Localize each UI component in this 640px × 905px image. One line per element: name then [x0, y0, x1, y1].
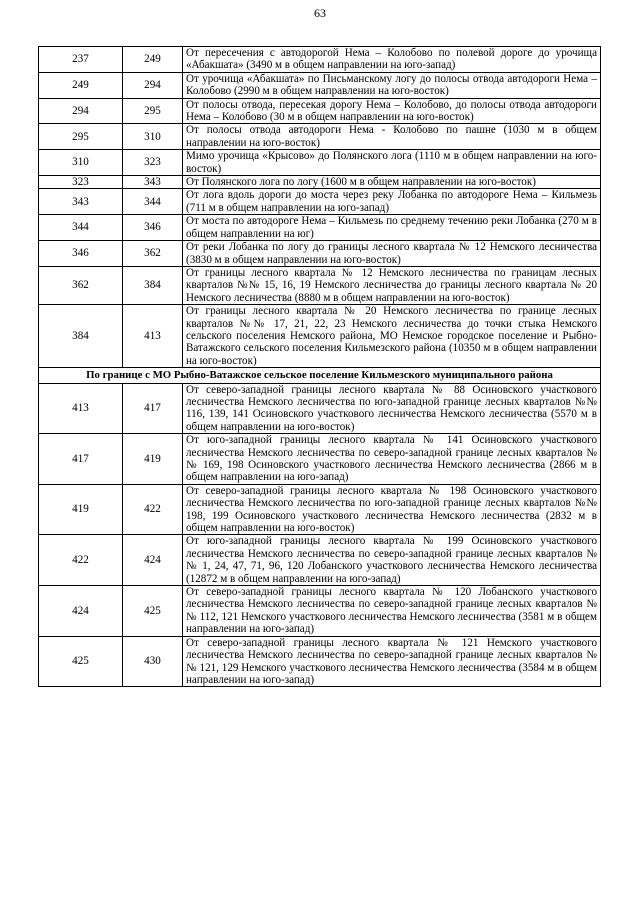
description-cell: От урочища «Абакшата» по Письманскому логу до полосы отвода автодороги Нема – Колобово (2990 м в общем направлении на юго-восток) [183, 72, 601, 98]
point-from-cell: 362 [39, 266, 123, 304]
point-to-cell: 346 [123, 215, 183, 241]
point-to-cell: 294 [123, 72, 183, 98]
table-row [39, 176, 601, 189]
description-cell: От моста по автодороге Нема – Кильмезь по среднему течению реки Лобанка (270 м в общем направлении на юг) [183, 215, 601, 241]
description-cell: От юго-западной границы лесного квартала № 199 Осиновского участкового лесничества Немского лесничества по северо-западной границе лесных кварталов №№ 1, 24, 47, 71, 96, 120 Лобанского участкового лесничества Немского лесничества (12872 м в общем направлении на юго-запад) [183, 535, 601, 586]
point-to-cell: 422 [123, 484, 183, 535]
point-from-cell: 425 [39, 636, 123, 687]
point-from-cell: 346 [39, 241, 123, 267]
point-from-cell: 417 [39, 434, 123, 485]
table-row [39, 586, 601, 637]
description-cell: От полосы отвода автодороги Нема - Колобово по пашне (1030 м в общем направлении на юго-восток) [183, 124, 601, 150]
point-from-cell: 344 [39, 215, 123, 241]
table-row [39, 266, 601, 304]
description-cell: От границы лесного квартала № 12 Немского лесничества по границам лесных кварталов №№ 15, 16, 19 Немского лесничества до границы лесного квартала № 20 Немского лесничества (8880 м в общем направлении на юго-восток) [183, 266, 601, 304]
description-cell: От полосы отвода, пересекая дорогу Нема – Колобово, до полосы отвода автодороги Нема – Колобово (30 м в общем направлении на юго-восток) [183, 98, 601, 124]
table-row [39, 636, 601, 687]
point-to-cell: 249 [123, 47, 183, 73]
boundary-rows-after [39, 383, 601, 687]
table-row [39, 124, 601, 150]
point-from-cell: 249 [39, 72, 123, 98]
description-cell: От северо-западной границы лесного квартала № 120 Лобанского участкового лесничества Немского лесничества по северо-западной границе лесных кварталов №№ 112, 121 Немского участкового лесничества Немского лесничества (3581 м в общем направлении на юго-запад) [183, 586, 601, 637]
point-from-cell: 419 [39, 484, 123, 535]
description-cell: От северо-западной границы лесного квартала № 198 Осиновского участкового лесничества Немского лесничества по юго-западной границе лесных кварталов №№ 198, 199 Осиновского участкового лесничества Немского лесничества (2832 м в общем направлении на юго-восток) [183, 484, 601, 535]
description-cell: Мимо урочища «Крысово» до Полянского лога (1110 м в общем направлении на юго-восток) [183, 150, 601, 176]
point-to-cell: 417 [123, 383, 183, 434]
point-to-cell: 425 [123, 586, 183, 637]
point-from-cell: 343 [39, 189, 123, 215]
table-row [39, 150, 601, 176]
point-from-cell: 323 [39, 176, 123, 189]
point-from-cell: 294 [39, 98, 123, 124]
description-cell: От Полянского лога по логу (1600 м в общем направлении на юго-восток) [183, 176, 601, 189]
point-from-cell: 424 [39, 586, 123, 637]
table-row [39, 383, 601, 434]
table-row [39, 434, 601, 485]
point-from-cell: 295 [39, 124, 123, 150]
description-cell: От юго-западной границы лесного квартала № 141 Осиновского участкового лесничества Немского лесничества по северо-западной границе лесных кварталов №№ 169, 198 Осиновского участкового лесничества Немского лесничества (2866 м в общем направлении на юго-запад) [183, 434, 601, 485]
description-cell: От северо-западной границы лесного квартала № 88 Осиновского участкового лесничества Немского лесничества по юго-западной границе лесных кварталов №№ 116, 139, 141 Осиновского участкового лесничества Немского лесничества (5570 м в общем направлении на юго-восток) [183, 383, 601, 434]
point-to-cell: 310 [123, 124, 183, 150]
point-to-cell: 424 [123, 535, 183, 586]
point-to-cell: 413 [123, 305, 183, 368]
page-number: 63 [314, 6, 326, 20]
point-from-cell: 237 [39, 47, 123, 73]
point-from-cell: 413 [39, 383, 123, 434]
table-row [39, 241, 601, 267]
boundary-rows-before [39, 47, 601, 368]
section-title: По границе с МО Рыбно-Ватажское сельское поселение Кильмезского муниципального района [39, 368, 601, 383]
description-cell: От лога вдоль дороги до моста через реку Лобанка по автодороге Нема – Кильмезь (711 м в общем направлении на юго-запад) [183, 189, 601, 215]
table-row [39, 484, 601, 535]
point-to-cell: 343 [123, 176, 183, 189]
point-to-cell: 344 [123, 189, 183, 215]
boundary-table [38, 46, 601, 687]
description-cell: От реки Лобанка по логу до границы лесного квартала № 12 Немского лесничества (3830 м в общем направлении на юго-восток) [183, 241, 601, 267]
point-to-cell: 323 [123, 150, 183, 176]
table-row [39, 47, 601, 73]
point-to-cell: 295 [123, 98, 183, 124]
point-from-cell: 422 [39, 535, 123, 586]
description-cell: От границы лесного квартала № 20 Немского лесничества по границе лесных кварталов №№ 17, 21, 22, 23 Немского лесничества до точки стыка Немского сельского поселения Немского района, МО Немское городское поселение и Рыбно-Ватажского сельского поселения Кильмезского района (10350 м в общем направлении на юго-восток) [183, 305, 601, 368]
table-row [39, 98, 601, 124]
table-row [39, 535, 601, 586]
point-to-cell: 384 [123, 266, 183, 304]
point-to-cell: 430 [123, 636, 183, 687]
point-to-cell: 362 [123, 241, 183, 267]
point-from-cell: 310 [39, 150, 123, 176]
description-cell: От пересечения с автодорогой Нема – Колобово по полевой дороге до урочища «Абакшата» (3490 м в общем направлении на юго-запад) [183, 47, 601, 73]
table-row [39, 305, 601, 368]
point-from-cell: 384 [39, 305, 123, 368]
table-row [39, 215, 601, 241]
description-cell: От северо-западной границы лесного квартала № 121 Немского участкового лесничества Немского лесничества по северо-западной границе лесных кварталов №№ 121, 129 Немского участкового лесничества Немского лесничества (3584 м в общем направлении на юго-запад) [183, 636, 601, 687]
section-header-row [39, 368, 601, 383]
point-to-cell: 419 [123, 434, 183, 485]
table-row [39, 72, 601, 98]
table-row [39, 189, 601, 215]
